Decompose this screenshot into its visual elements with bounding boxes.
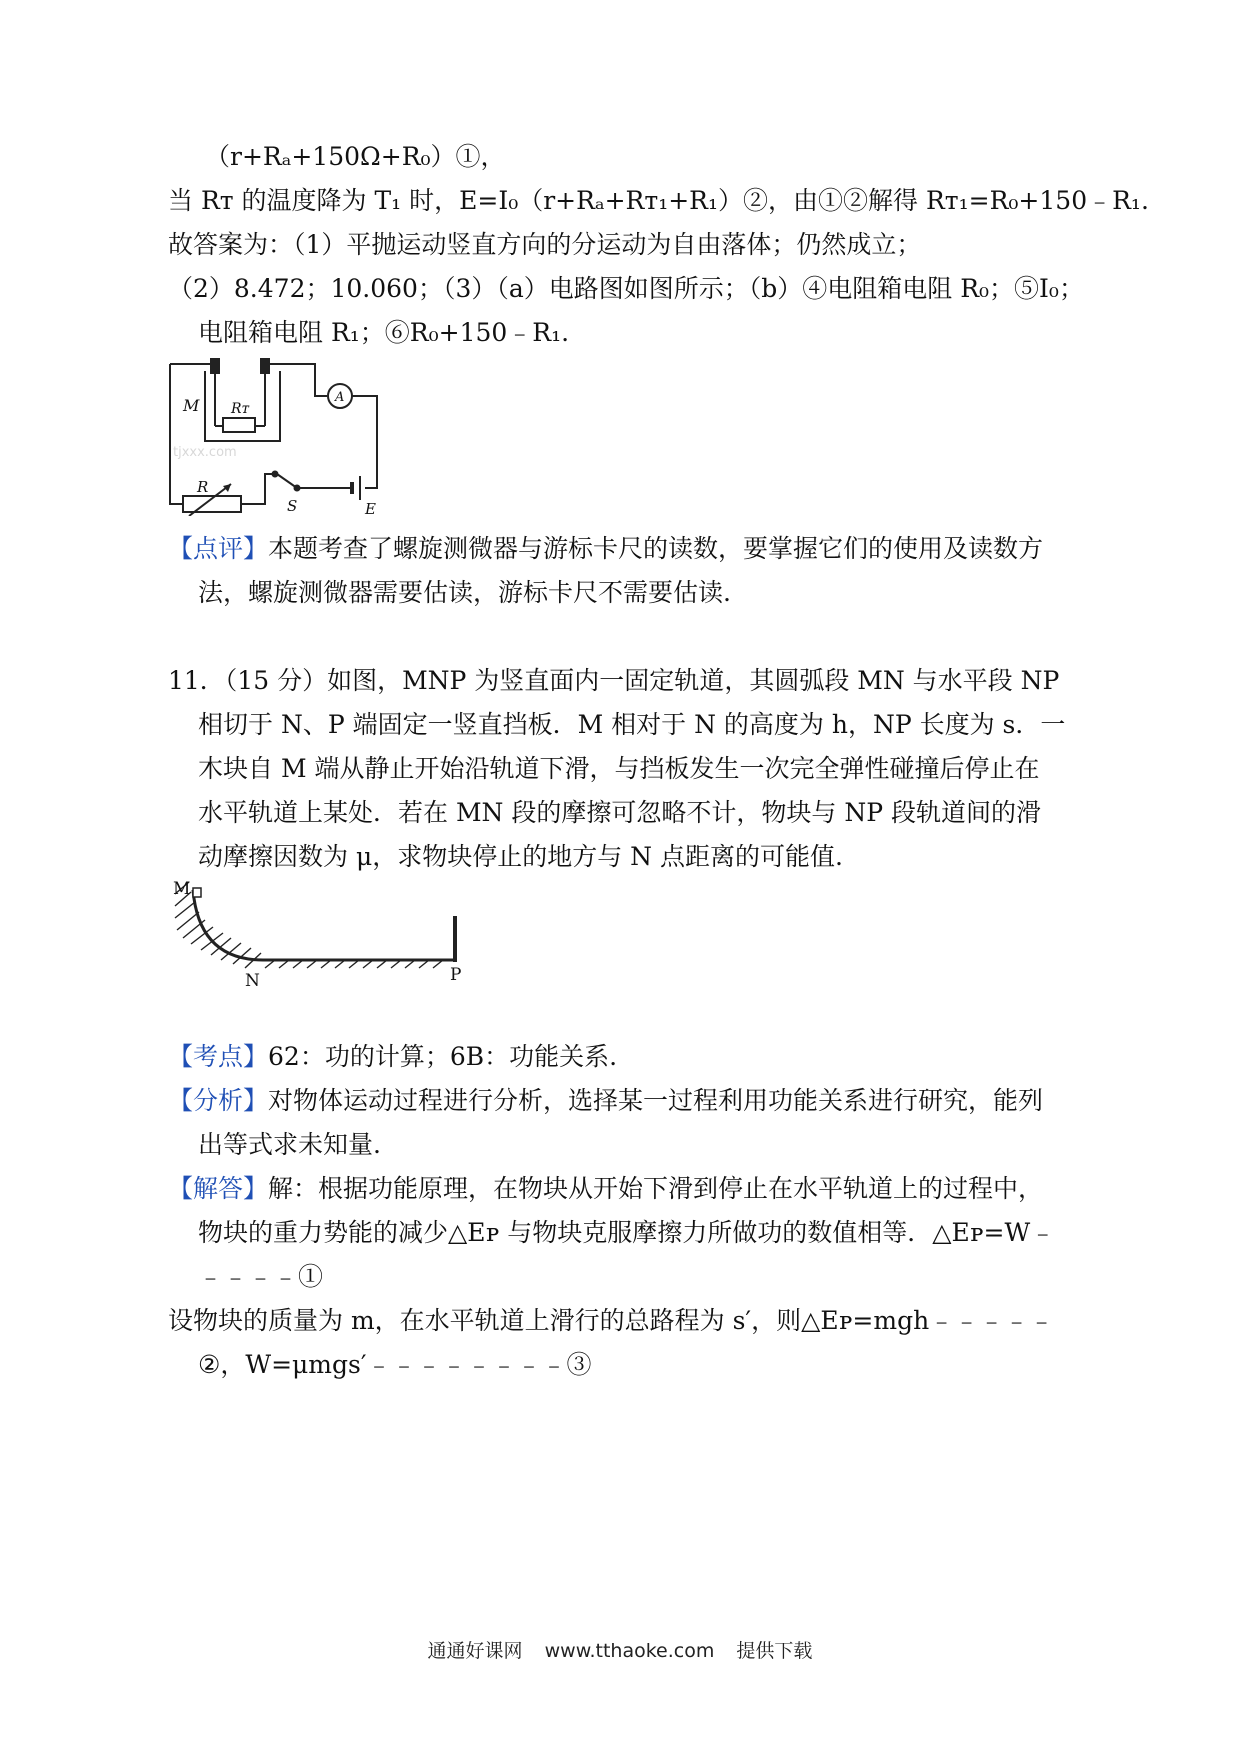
- jieda-line-3: ﹣﹣﹣﹣①: [198, 1262, 324, 1291]
- pingjia-text-1: 本题考查了螺旋测微器与游标卡尺的读数，要掌握它们的使用及读数方: [268, 534, 1044, 563]
- jieda-tag: 【解答】: [168, 1174, 269, 1203]
- footer-site-name: 通通好课网: [427, 1640, 523, 1662]
- answer-summary-line: 故答案为：（1）平抛运动竖直方向的分运动为自由落体；仍然成立；: [168, 230, 922, 259]
- label-e: E: [365, 500, 376, 516]
- pingjia-line-1: [168, 532, 1043, 566]
- label-m: M: [183, 396, 200, 415]
- question-11-line-4: 水平轨道上某处．若在 MN 段的摩擦可忽略不计，物块与 NP 段轨道间的滑: [198, 798, 1041, 827]
- label-rt: Rᴛ: [231, 401, 250, 417]
- track-diagram: [165, 876, 475, 991]
- formula-line-2: 当 Rᴛ 的温度降为 T₁ 时，E=I₀（r+Rₐ+Rᴛ₁+R₁）②，由①②解得 Rᴛ₁=R₀+150﹣R₁.: [168, 186, 1149, 215]
- track-label-n: N: [245, 971, 260, 991]
- jieda-text-1: 解：根据功能原理，在物块从开始下滑到停止在水平轨道上的过程中，: [268, 1174, 1044, 1203]
- footer-url[interactable]: www.tthaoke.com: [544, 1640, 715, 1662]
- jieda-line-5: ②，W=μmgs′﹣﹣﹣﹣﹣﹣﹣﹣③: [198, 1350, 592, 1379]
- pingjia-line-2: 法，螺旋测微器需要估读，游标卡尺不需要估读.: [198, 578, 731, 607]
- formula-line-1: （r+Rₐ+150Ω+R₀）①，: [205, 142, 506, 171]
- fenxi-line-1: [168, 1084, 1043, 1118]
- kaodian-text: 62：功的计算；6B：功能关系.: [268, 1042, 618, 1071]
- question-11-line-5: 动摩擦因数为 μ，求物块停止的地方与 N 点距离的可能值.: [198, 842, 843, 871]
- label-s: S: [287, 497, 298, 515]
- footer-suffix: 提供下载: [736, 1640, 813, 1662]
- pingjia-tag: 【点评】: [168, 534, 269, 563]
- kaodian-tag: 【考点】: [168, 1042, 269, 1071]
- fenxi-tag: 【分析】: [168, 1086, 269, 1115]
- answer-line-3: 电阻箱电阻 R₁；⑥R₀+150﹣R₁.: [198, 318, 570, 347]
- fenxi-text-1: 对物体运动过程进行分析，选择某一过程利用功能关系进行研究，能列: [268, 1086, 1044, 1115]
- circuit-watermark: tjxxx.com: [173, 445, 237, 460]
- track-label-m: M: [173, 879, 191, 899]
- jieda-line-1: [168, 1172, 1043, 1206]
- jieda-line-2: 物块的重力势能的减少△Eᴘ 与物块克服摩擦力所做功的数值相等．△Eᴘ=W﹣: [198, 1218, 1056, 1247]
- page-footer: [0, 1636, 1240, 1663]
- question-11-line-2: 相切于 N、P 端固定一竖直挡板．M 相对于 N 的高度为 h，NP 长度为 s．一: [198, 710, 1066, 739]
- answer-line-2: （2）8.472；10.060；（3）（a）电路图如图所示；（b）④电阻箱电阻 R₀；⑤I₀；: [168, 274, 1084, 303]
- kaodian-line: [168, 1040, 617, 1074]
- question-11-line-3: 木块自 M 端从静止开始沿轨道下滑，与挡板发生一次完全弹性碰撞后停止在: [198, 754, 1040, 783]
- label-r: R: [197, 478, 209, 496]
- circuit-diagram: [165, 356, 390, 516]
- label-ammeter: A: [335, 390, 345, 405]
- track-label-p: P: [450, 965, 462, 985]
- jieda-line-4: 设物块的质量为 m，在水平轨道上滑行的总路程为 s′，则△Eᴘ=mgh﹣﹣﹣﹣﹣: [168, 1306, 1055, 1335]
- question-11-line-1: 11．（15 分）如图，MNP 为竖直面内一固定轨道，其圆弧段 MN 与水平段 NP: [168, 666, 1060, 695]
- fenxi-line-2: 出等式求未知量.: [198, 1130, 381, 1159]
